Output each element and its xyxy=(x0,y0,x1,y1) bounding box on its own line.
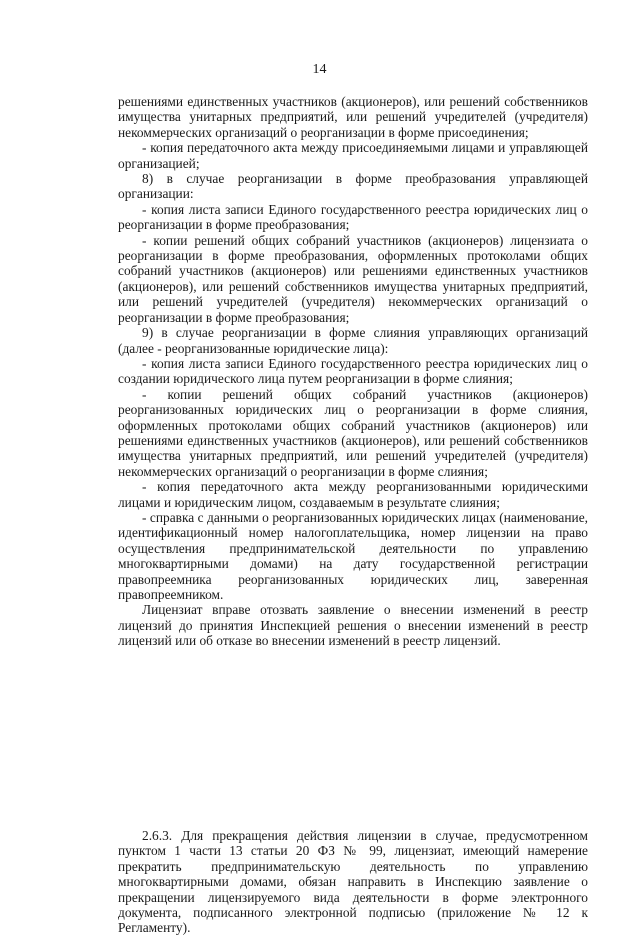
paragraph-transformation-decisions: - копии решений общих собраний участников (акционеров) лицензиата о реорганизации в форме преобразования, оформленных протоколами общих собраний участников (акционеров) или решениями единственных участников (акционеров), или решений собственников имущества унитарных предприятий, или решений учредителей (учредителя) некоммерческих организаций о реорганизации в форме преобразования; xyxy=(118,232,588,325)
document-body xyxy=(118,94,588,649)
paragraph-reference-data: - справка с данными о реорганизованных юридических лицах (наименование, идентификационный номер налогоплательщика, номер лицензии на право осуществления предпринимательской деятельности по управлению многоквартирными домами) на дату государственной регистрации правопреемника реорганизованных юридических лиц, заверенная правопреемником. xyxy=(118,509,588,602)
paragraph-consolidation-decisions: - копии решений общих собраний участников (акционеров) реорганизованных юридических лиц о реорганизации в форме слияния, оформленных протоколами общих собраний участников (акционеров) или решениями единственных участников (акционеров), или решений собственников имущества унитарных предприятий, или решений учредителей (учредителя) некоммерческих организаций о реорганизации в форме слияния; xyxy=(118,386,588,479)
paragraph-transfer-act-consolidation: - копия передаточного акта между реорганизованными юридическими лицами и юридическим лицом, создаваемым в результате слияния; xyxy=(118,479,588,510)
paragraph-merger-decisions: решениями единственных участников (акционеров), или решений собственников имущества унитарных предприятий, или решений учредителей (учредителя) некоммерческих организаций о реорганизации в форме присоединения; xyxy=(118,94,588,140)
paragraph-transfer-act-merger: - копия передаточного акта между присоединяемыми лицами и управляющей организацией; xyxy=(118,140,588,171)
page-number: 14 xyxy=(312,62,327,77)
section-2-6-3 xyxy=(118,828,588,936)
paragraph-registry-sheet-transformation: - копия листа записи Единого государственного реестра юридических лиц о реорганизации в форме преобразования; xyxy=(118,201,588,233)
paragraph-withdraw-application: Лицензиат вправе отозвать заявление о внесении изменений в реестр лицензий до принятия Инспекцией решения о внесении изменений в реестр лицензий или об отказе во внесении изменений в реестр лицензий. xyxy=(118,602,588,649)
paragraph-registry-sheet-consolidation: - копия листа записи Единого государственного реестра юридических лиц о создании юридического лица путем реорганизации в форме слияния; xyxy=(118,355,588,387)
paragraph-2-6-3: 2.6.3. Для прекращения действия лицензии в случае, предусмотренном пунктом 1 части 13 статьи 20 ФЗ № 99, лицензиат, имеющий намерение прекратить предпринимательскую деятельность по управлению многоквартирными домами, обязан направить в Инспекцию заявление о прекращении лицензируемого вида деятельности в форме электронного документа, подписанного электронной подписью (приложение № 12 к Регламенту). xyxy=(118,828,588,936)
paragraph-item-8: 8) в случае реорганизации в форме преобразования управляющей организации: xyxy=(118,171,588,202)
paragraph-item-9: 9) в случае реорганизации в форме слияния управляющих организаций (далее - реорганизованные юридические лица): xyxy=(118,325,588,356)
